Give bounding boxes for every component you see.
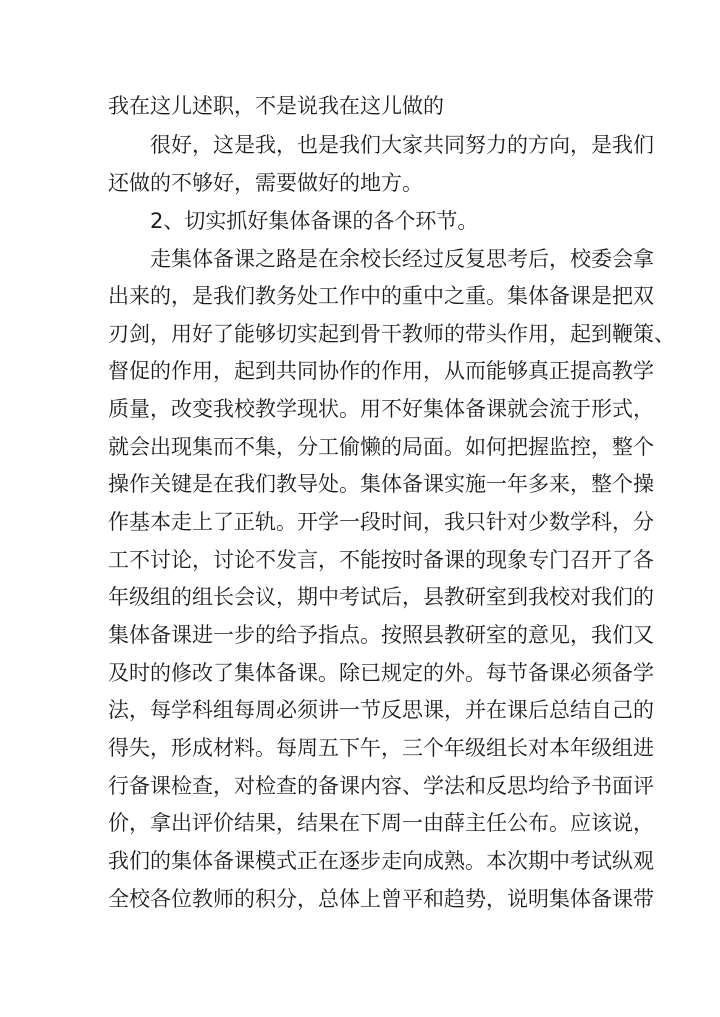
text-line: 还做的不够好，需要做好的地方。	[108, 171, 423, 195]
text-line: 我们的集体备课模式正在逐步走向成熟。本次期中考试纵观	[108, 849, 654, 873]
text-line: 作基本走上了正轨。开学一段时间，我只针对少数学科，分	[108, 510, 654, 534]
text-line: 年级组的组长会议，期中考试后，县教研室到我校对我们的	[108, 585, 654, 609]
text-line: 走集体备课之路是在余校长经过反复思考后，校委会拿	[150, 247, 654, 271]
text-line: 督促的作用，起到共同协作的作用，从而能够真正提高教学	[108, 359, 654, 383]
text-line: 就会出现集而不集，分工偷懒的局面。如何把握监控，整个	[108, 435, 654, 459]
text-line: 工不讨论，讨论不发言，不能按时备课的现象专门召开了各	[108, 548, 654, 572]
text-line: 集体备课进一步的给予指点。按照县教研室的意见，我们又	[108, 623, 654, 647]
text-line: 很好，这是我，也是我们大家共同努力的方向，是我们	[150, 133, 654, 157]
text-line: 价，拿出评价结果，结果在下周一由薛主任公布。应该说，	[108, 811, 654, 835]
text-line: 出来的，是我们教务处工作中的重中之重。集体备课是把双	[108, 284, 654, 308]
section-heading: 2、切实抓好集体备课的各个环节。	[150, 209, 479, 233]
text-line: 及时的修改了集体备课。除已规定的外。每节备课必须备学	[108, 661, 654, 685]
text-line: 行备课检查，对检查的备课内容、学法和反思均给予书面评	[108, 774, 654, 798]
text-line: 刃剑，用好了能够切实起到骨干教师的带头作用，起到鞭策、	[108, 322, 675, 346]
text-line: 全校各位教师的积分，总体上曾平和趋势，说明集体备课带	[108, 887, 654, 911]
text-line: 操作关键是在我们教导处。集体备课实施一年多来，整个操	[108, 472, 654, 496]
text-line: 法，每学科组每周必须讲一节反思课，并在课后总结自己的	[108, 698, 654, 722]
text-line: 质量，改变我校教学现状。用不好集体备课就会流于形式，	[108, 397, 654, 421]
text-line: 得失，形成材料。每周五下午，三个年级组长对本年级组进	[108, 736, 654, 760]
text-line: 我在这儿述职，不是说我在这儿做的	[108, 94, 444, 118]
